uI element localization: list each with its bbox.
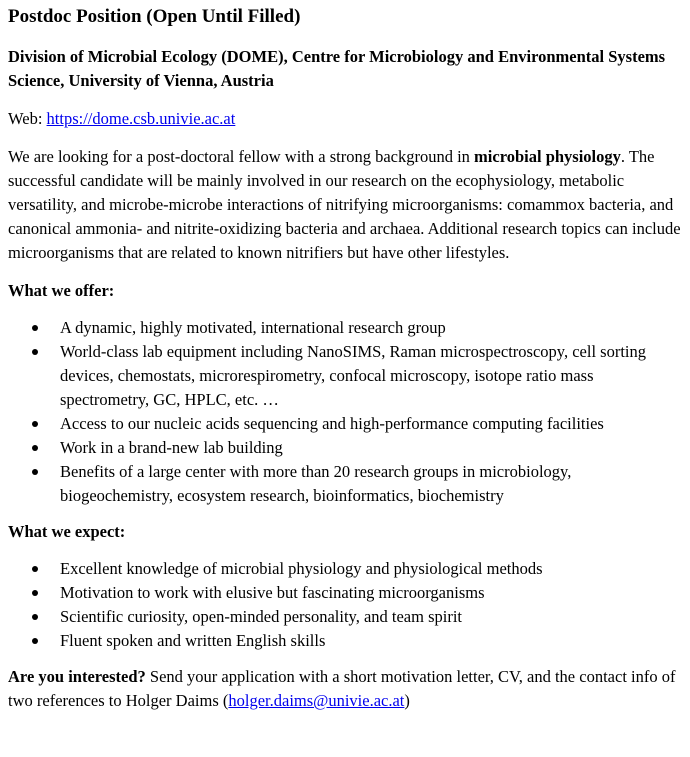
intro-highlight: microbial physiology: [474, 147, 621, 166]
list-item: [8, 436, 682, 460]
list-item-text: Benefits of a large center with more than 20 research groups in microbiology, biogeochemistry, ecosystem research, bioinformatics, biochemistry: [60, 462, 572, 505]
bullet-icon: [32, 421, 38, 427]
bullet-icon: [32, 614, 38, 620]
bullet-icon: [32, 590, 38, 596]
closing-question: Are you interested?: [8, 667, 146, 686]
expect-heading: What we expect:: [8, 522, 126, 541]
list-item: [8, 412, 682, 436]
intro-text-after: . The successful candidate will be mainly involved in our research on the ecophysiology, metabolic versatility, and microbe-microbe interactions of nitrifying microorganisms: comammox bacteria, and canonical ammonia- and nitrite-oxidizing bacteria and archaea. Additional research topics can include microorganisms that are related to known nitrifiers but have other lifestyles.: [8, 147, 681, 262]
email-link[interactable]: holger.daims@univie.ac.at: [228, 691, 405, 710]
list-item: [8, 340, 682, 412]
list-item-text: Work in a brand-new lab building: [60, 438, 283, 457]
list-item-text: Excellent knowledge of microbial physiology and physiological methods: [60, 559, 543, 578]
list-item-text: A dynamic, highly motivated, international research group: [60, 318, 446, 337]
list-item: [8, 557, 682, 581]
list-item-text: Scientific curiosity, open-minded personality, and team spirit: [60, 607, 463, 626]
bullet-icon: [32, 445, 38, 451]
list-item-text: Motivation to work with elusive but fascinating microorganisms: [60, 583, 485, 602]
web-label: Web:: [8, 109, 47, 128]
list-item-text: World-class lab equipment including NanoSIMS, Raman microspectroscopy, cell sorting devices, chemostats, microrespirometry, confocal microscopy, isotope ratio mass spectrometry, GC, HPLC, etc. …: [60, 342, 646, 409]
intro-paragraph: [8, 145, 682, 265]
list-item-text: Fluent spoken and written English skills: [60, 631, 326, 650]
expect-list: [8, 557, 682, 653]
closing-paragraph: [8, 665, 682, 713]
offer-list: [8, 316, 682, 508]
list-item-text: Access to our nucleic acids sequencing and high-performance computing facilities: [60, 414, 604, 433]
closing-text: Send your application with a short motivation letter, CV, and the contact info of two references to Holger Daims (: [8, 667, 676, 710]
bullet-icon: [32, 469, 38, 475]
bullet-icon: [32, 349, 38, 355]
bullet-icon: [32, 638, 38, 644]
web-link[interactable]: https://dome.csb.univie.ac.at: [46, 109, 236, 128]
closing-end: ): [404, 691, 410, 710]
list-item: [8, 316, 682, 340]
bullet-icon: [32, 566, 38, 572]
list-item: [8, 629, 682, 653]
list-item: [8, 581, 682, 605]
web-line: [8, 107, 682, 131]
intro-text-before: We are looking for a post-doctoral fellow with a strong background in: [8, 147, 475, 166]
bullet-icon: [32, 325, 38, 331]
list-item: [8, 460, 682, 508]
offer-heading: What we offer:: [8, 281, 115, 300]
division-affiliation: Division of Microbial Ecology (DOME), Centre for Microbiology and Environmental Systems Science, University of Vienna, Austria: [8, 47, 666, 90]
list-item: [8, 605, 682, 629]
page-title: Postdoc Position (Open Until Filled): [8, 6, 301, 27]
